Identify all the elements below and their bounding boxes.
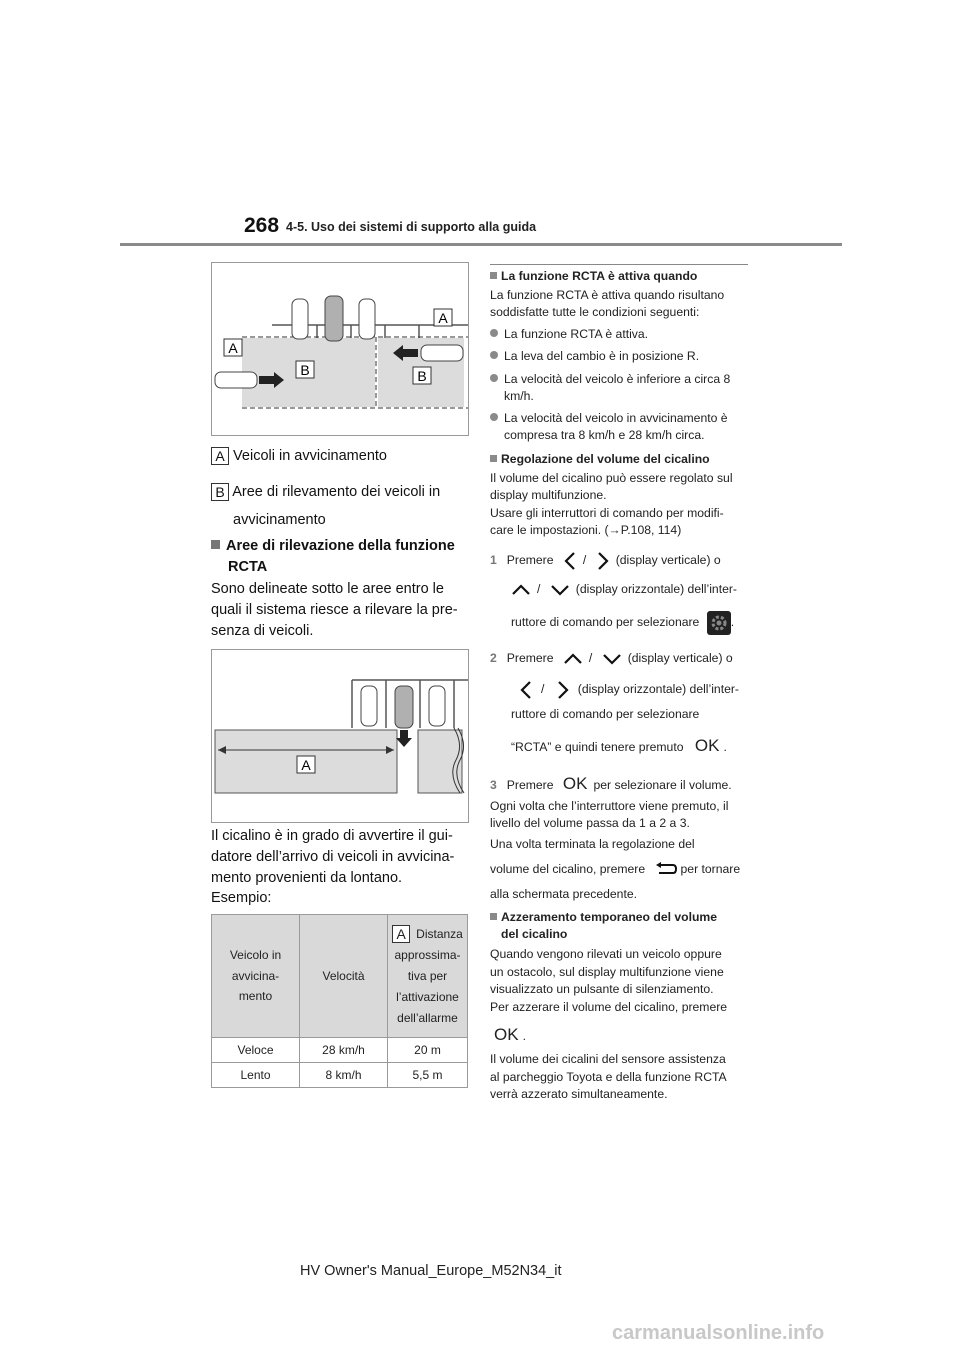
right-para-5b: volume del cicalino, premere per tornare <box>490 862 741 876</box>
chevron-down-icon <box>602 652 622 666</box>
distance-table <box>211 914 468 1088</box>
step-number: 2 <box>490 651 497 665</box>
right-para-4: Ogni volta che l’interruttore viene premuto, il livello del volume passa da 1 a 2 a 3. <box>490 799 729 831</box>
ok-icon: OK <box>562 774 588 793</box>
right-para-3: Usare gli interruttori di comando per modifi- care le impostazioni. (→P.108, 114) <box>490 506 724 538</box>
example-label: Esempio: <box>211 890 272 906</box>
header-speed: Velocità <box>300 915 388 1038</box>
chevron-up-icon <box>511 583 531 597</box>
range-diagram <box>212 650 468 822</box>
footer-text: HV Owner's Manual_Europe_M52N34_it <box>300 1263 562 1279</box>
right-para-5a: Una volta terminata la regolazione del <box>490 837 695 851</box>
step-1-line-2: / (display orizzontale) dell’inter- <box>511 581 737 598</box>
bullet-item: La funzione RCTA è attiva. <box>490 326 648 343</box>
right-heading-2: Regolazione del volume del cicalino <box>490 451 710 468</box>
round-bullet-icon <box>490 374 498 382</box>
bullet-item: La velocità del veicolo è inferiore a circa 8 km/h. <box>490 371 730 406</box>
right-ok-line: OK . <box>494 1025 526 1044</box>
table-header-row <box>212 915 468 1038</box>
step-1-line-3: ruttore di comando per selezionare . <box>511 611 734 635</box>
step-number: 3 <box>490 778 497 792</box>
right-heading-1: La funzione RCTA è attiva quando <box>490 268 697 285</box>
square-bullet-icon <box>490 272 497 279</box>
parked-car-icon <box>325 296 343 341</box>
step-1-line-1: 1 Premere / (display verticale) o <box>490 551 721 571</box>
parking-diagram <box>212 263 468 435</box>
bullet-item: La leva del cambio è in posizione R. <box>490 348 699 365</box>
header-rule <box>120 243 842 246</box>
right-para-5c: alla schermata precedente. <box>490 887 638 901</box>
arrow-down-icon <box>396 730 412 747</box>
buzzer-paragraph: Il cicalino è in grado di avvertire il gui- datore dell’arrivo di veicoli in avvicina- mento provenienti da lontano. <box>211 828 455 887</box>
table-row: Veloce 28 km/h 20 m <box>212 1038 468 1063</box>
round-bullet-icon <box>490 329 498 337</box>
approaching-car-icon <box>215 372 257 388</box>
bullet-item: La velocità del veicolo in avvicinamento è compresa tra 8 km/h e 28 km/h circa. <box>490 410 728 445</box>
figure-detection-areas <box>211 262 469 436</box>
ok-icon: OK <box>494 1025 519 1044</box>
right-para-2: Il volume del cicalino può essere regolato sul display multifunzione. <box>490 471 733 503</box>
parked-car-icon <box>395 686 413 728</box>
legend-b-text-cont: avvicinamento <box>233 512 326 528</box>
step-2-line-3: ruttore di comando per selezionare <box>511 707 700 721</box>
step-2-line-2: / (display orizzontale) dell’inter- <box>515 680 739 700</box>
label-b: B <box>417 368 427 384</box>
chevron-up-icon <box>563 652 583 666</box>
legend-b <box>211 482 440 503</box>
page-number: 268 <box>244 214 280 237</box>
section-heading-cont: RCTA <box>228 559 268 575</box>
parked-car-icon <box>359 299 375 339</box>
figure-detection-range <box>211 649 469 823</box>
legend-a-letter: A <box>211 447 229 465</box>
chevron-left-icon <box>563 551 577 571</box>
label-b: B <box>300 362 310 378</box>
right-para-7: Il volume dei cicalini del sensore assistenza al parcheggio Toyota e della funzione RCTA verrà azzerato simultaneamente. <box>490 1052 727 1102</box>
table-row: Lento 8 km/h 5,5 m <box>212 1063 468 1088</box>
header-distance: A Distanza approssima- tiva per l’attivazione dell’allarme <box>388 915 468 1038</box>
step-3: 3 Premere OK per selezionare il volume. <box>490 774 732 793</box>
square-bullet-icon <box>490 913 497 920</box>
legend-a <box>211 446 387 467</box>
chevron-right-icon <box>596 551 610 571</box>
parked-car-icon <box>429 686 445 726</box>
label-a: A <box>228 340 238 356</box>
square-bullet-icon <box>211 540 220 549</box>
legend-b-text: Aree di rilevamento dei veicoli in <box>232 484 441 500</box>
legend-b-letter: B <box>211 483 229 501</box>
parked-car-icon <box>361 686 377 726</box>
round-bullet-icon <box>490 351 498 359</box>
chevron-left-icon <box>519 680 533 700</box>
square-bullet-icon <box>490 455 497 462</box>
label-a: A <box>301 757 311 773</box>
round-bullet-icon <box>490 413 498 421</box>
header-vehicle: Veicolo in avvicina- mento <box>212 915 300 1038</box>
chevron-down-icon <box>550 583 570 597</box>
arrow-right-icon: → <box>608 523 621 538</box>
step-2-line-4: “RCTA” e quindi tenere premuto OK . <box>511 736 727 755</box>
step-number: 1 <box>490 553 497 568</box>
section-title: 4-5. Uso dei sistemi di supporto alla guida <box>286 220 537 234</box>
settings-gear-icon <box>707 611 731 635</box>
approaching-car-icon <box>421 345 463 361</box>
step-2-line-1: 2 Premere / (display verticale) o <box>490 651 733 665</box>
watermark: carmanualsonline.info <box>612 1322 825 1344</box>
legend-a-text: Veicoli in avvicinamento <box>233 448 387 464</box>
right-top-rule <box>490 264 748 265</box>
section-heading: Aree di rilevazione della funzione <box>211 536 455 557</box>
back-arrow-icon <box>653 862 677 878</box>
ok-icon: OK <box>694 736 720 755</box>
label-a: A <box>438 310 448 326</box>
right-para-1: La funzione RCTA è attiva quando risultano soddisfatte tutte le condizioni seguenti: <box>490 288 725 320</box>
parked-car-icon <box>292 299 308 339</box>
chevron-right-icon <box>556 680 570 700</box>
section-paragraph: Sono delineate sotto le aree entro le quali il sistema riesce a rilevare la pre- senza di veicoli. <box>211 581 458 640</box>
right-para-6: Quando vengono rilevati un veicolo oppure un ostacolo, sul display multifunzione viene visualizzato un pulsante di silenziamento. Per azzerare il volume del cicalino, premere <box>490 947 728 1015</box>
right-heading-3: Azzeramento temporaneo del volume del cicalino <box>490 909 717 944</box>
